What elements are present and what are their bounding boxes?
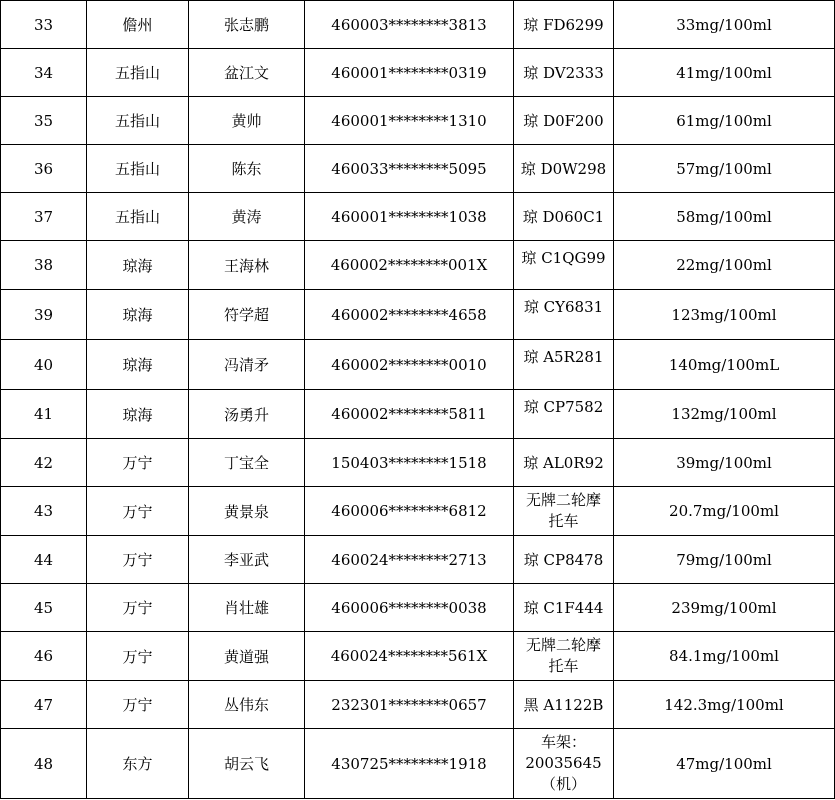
row-region: 五指山: [87, 145, 189, 193]
row-id-number: 460024********561X: [305, 632, 514, 681]
row-vehicle-plate: 琼 DV2333: [514, 49, 614, 97]
row-person-name: 冯清矛: [189, 340, 305, 390]
row-number: 45: [1, 584, 87, 632]
table-row: [1, 632, 835, 681]
table-row: [1, 729, 835, 799]
row-vehicle-plate: 琼 CP7582: [514, 390, 614, 439]
row-number: 33: [1, 1, 87, 49]
row-alcohol-level: 84.1mg/100ml: [614, 632, 835, 681]
row-id-number: 460002********0010: [305, 340, 514, 390]
row-region: 琼海: [87, 340, 189, 390]
row-vehicle-plate: 琼 C1QG99: [514, 241, 614, 290]
row-person-name: 王海林: [189, 241, 305, 290]
table-row: [1, 536, 835, 584]
row-id-number: 460003********3813: [305, 1, 514, 49]
row-number: 46: [1, 632, 87, 681]
row-number: 35: [1, 97, 87, 145]
row-region: 儋州: [87, 1, 189, 49]
row-vehicle-plate: 黑 A1122B: [514, 681, 614, 729]
row-vehicle-plate: 琼 AL0R92: [514, 439, 614, 487]
row-number: 41: [1, 390, 87, 439]
row-person-name: 肖壮雄: [189, 584, 305, 632]
records-table-body: [1, 1, 835, 799]
row-region: 琼海: [87, 290, 189, 340]
row-vehicle-plate: 琼 A5R281: [514, 340, 614, 390]
row-alcohol-level: 20.7mg/100ml: [614, 487, 835, 536]
table-row: [1, 241, 835, 290]
row-person-name: 汤勇升: [189, 390, 305, 439]
row-person-name: 黄帅: [189, 97, 305, 145]
row-region: 琼海: [87, 390, 189, 439]
row-vehicle-plate: 琼 C1F444: [514, 584, 614, 632]
table-row: [1, 290, 835, 340]
row-vehicle-plate: 琼 D0W298: [514, 145, 614, 193]
table-row: [1, 487, 835, 536]
table-row: [1, 1, 835, 49]
row-number: 47: [1, 681, 87, 729]
table-row: [1, 584, 835, 632]
row-id-number: 460001********0319: [305, 49, 514, 97]
row-region: 万宁: [87, 632, 189, 681]
row-id-number: 460006********6812: [305, 487, 514, 536]
row-vehicle-plate: 无牌二轮摩托车: [514, 487, 614, 536]
row-number: 37: [1, 193, 87, 241]
row-region: 琼海: [87, 241, 189, 290]
row-id-number: 232301********0657: [305, 681, 514, 729]
row-number: 48: [1, 729, 87, 799]
row-vehicle-plate: 无牌二轮摩托车: [514, 632, 614, 681]
row-alcohol-level: 57mg/100ml: [614, 145, 835, 193]
row-id-number: 460001********1038: [305, 193, 514, 241]
row-person-name: 黄涛: [189, 193, 305, 241]
table-row: [1, 49, 835, 97]
row-region: 万宁: [87, 681, 189, 729]
row-region: 五指山: [87, 97, 189, 145]
row-person-name: 胡云飞: [189, 729, 305, 799]
row-vehicle-plate: 车架：20035645（机）: [514, 729, 614, 799]
row-region: 万宁: [87, 584, 189, 632]
row-vehicle-plate: 琼 FD6299: [514, 1, 614, 49]
row-number: 34: [1, 49, 87, 97]
row-alcohol-level: 123mg/100ml: [614, 290, 835, 340]
table-row: [1, 97, 835, 145]
row-alcohol-level: 33mg/100ml: [614, 1, 835, 49]
row-number: 39: [1, 290, 87, 340]
row-id-number: 460006********0038: [305, 584, 514, 632]
row-number: 36: [1, 145, 87, 193]
row-alcohol-level: 239mg/100ml: [614, 584, 835, 632]
row-id-number: 460001********1310: [305, 97, 514, 145]
row-vehicle-plate: 琼 D0F200: [514, 97, 614, 145]
table-row: [1, 145, 835, 193]
table-row: [1, 340, 835, 390]
row-alcohol-level: 58mg/100ml: [614, 193, 835, 241]
row-id-number: 460002********4658: [305, 290, 514, 340]
table-row: [1, 390, 835, 439]
row-alcohol-level: 140mg/100mL: [614, 340, 835, 390]
table-row: [1, 439, 835, 487]
row-alcohol-level: 41mg/100ml: [614, 49, 835, 97]
row-person-name: 丛伟东: [189, 681, 305, 729]
row-person-name: 李亚武: [189, 536, 305, 584]
row-alcohol-level: 79mg/100ml: [614, 536, 835, 584]
row-person-name: 符学超: [189, 290, 305, 340]
table-row: [1, 193, 835, 241]
row-region: 五指山: [87, 193, 189, 241]
row-id-number: 460002********001X: [305, 241, 514, 290]
row-vehicle-plate: 琼 CP8478: [514, 536, 614, 584]
row-id-number: 430725********1918: [305, 729, 514, 799]
row-number: 44: [1, 536, 87, 584]
row-number: 43: [1, 487, 87, 536]
row-alcohol-level: 61mg/100ml: [614, 97, 835, 145]
row-person-name: 黄道强: [189, 632, 305, 681]
row-alcohol-level: 39mg/100ml: [614, 439, 835, 487]
row-region: 万宁: [87, 487, 189, 536]
row-person-name: 张志鹏: [189, 1, 305, 49]
row-region: 五指山: [87, 49, 189, 97]
row-region: 万宁: [87, 536, 189, 584]
row-person-name: 盆江文: [189, 49, 305, 97]
row-id-number: 150403********1518: [305, 439, 514, 487]
row-vehicle-plate: 琼 D060C1: [514, 193, 614, 241]
row-number: 40: [1, 340, 87, 390]
row-number: 38: [1, 241, 87, 290]
row-alcohol-level: 132mg/100ml: [614, 390, 835, 439]
row-id-number: 460033********5095: [305, 145, 514, 193]
row-id-number: 460002********5811: [305, 390, 514, 439]
row-region: 东方: [87, 729, 189, 799]
row-person-name: 黄景泉: [189, 487, 305, 536]
row-alcohol-level: 22mg/100ml: [614, 241, 835, 290]
row-region: 万宁: [87, 439, 189, 487]
row-id-number: 460024********2713: [305, 536, 514, 584]
row-alcohol-level: 142.3mg/100ml: [614, 681, 835, 729]
row-alcohol-level: 47mg/100ml: [614, 729, 835, 799]
row-number: 42: [1, 439, 87, 487]
row-person-name: 丁宝全: [189, 439, 305, 487]
row-person-name: 陈东: [189, 145, 305, 193]
table-row: [1, 681, 835, 729]
row-vehicle-plate: 琼 CY6831: [514, 290, 614, 340]
